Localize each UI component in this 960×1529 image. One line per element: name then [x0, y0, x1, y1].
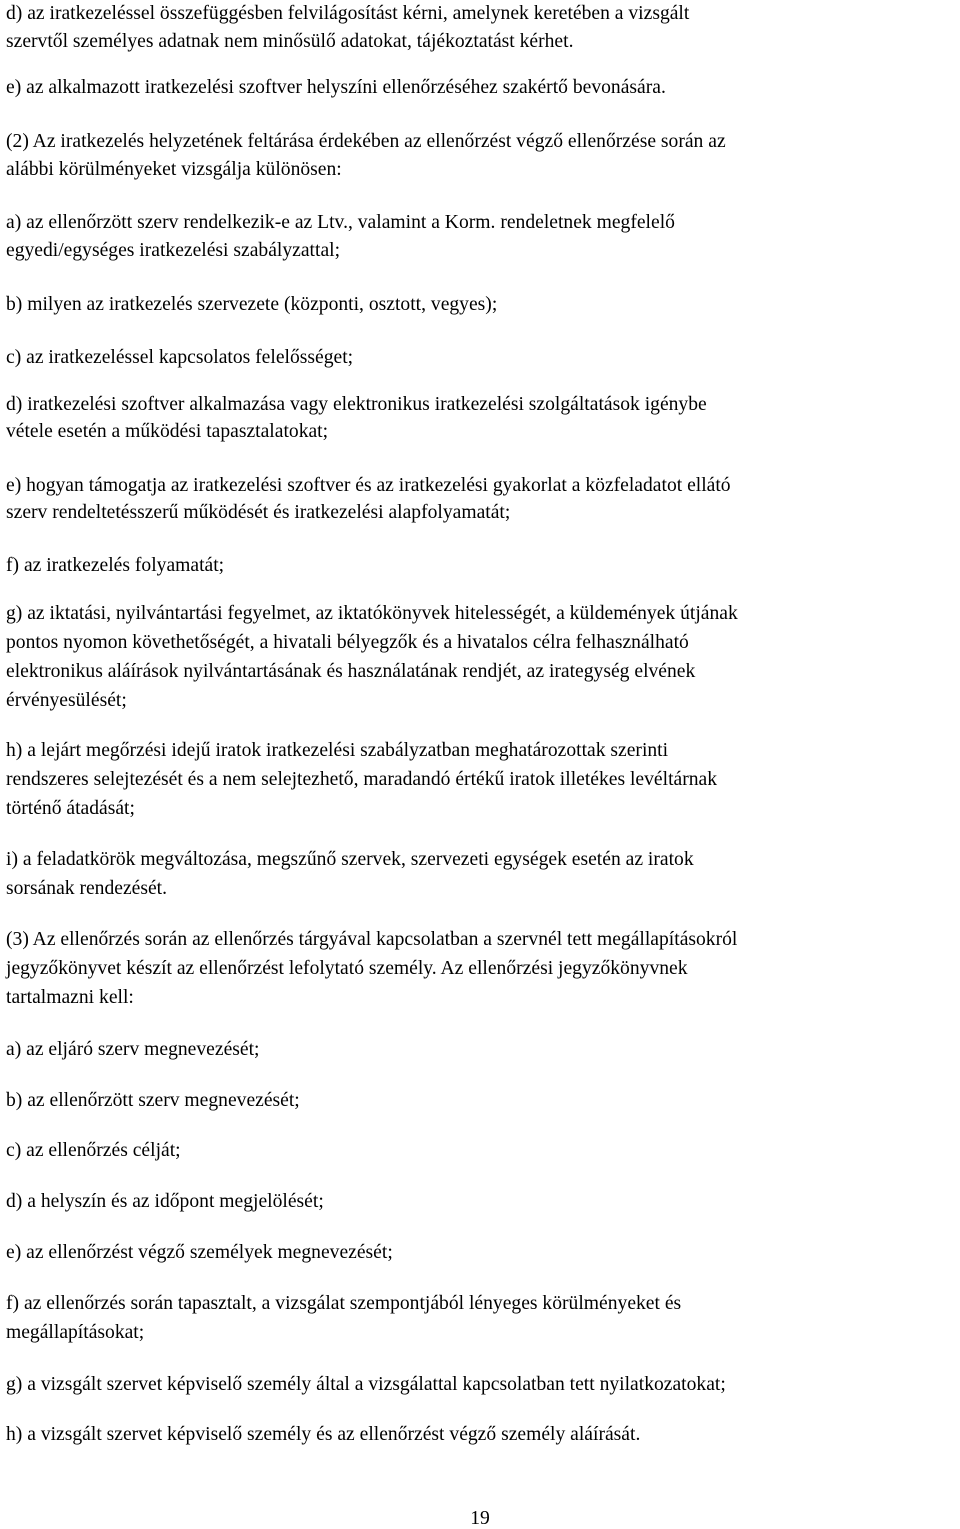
text-line: a) az eljáró szerv megnevezését;	[6, 1039, 260, 1060]
text-line: c) az ellenőrzés célját;	[6, 1140, 181, 1161]
text-line: h) a vizsgált szervet képviselő személy és az ellenőrzést végző személy aláírását.	[6, 1424, 641, 1445]
text-line: történő átadását;	[6, 798, 135, 819]
text-line: b) az ellenőrzött szerv megnevezését;	[6, 1090, 300, 1111]
text-line: f) az iratkezelés folyamatát;	[6, 555, 225, 576]
text-line: (3) Az ellenőrzés során az ellenőrzés tárgyával kapcsolatban a szervnél tett megállapításokról	[6, 929, 738, 950]
text-line: e) az alkalmazott iratkezelési szoftver helyszíni ellenőrzéséhez szakértő bevonására.	[6, 77, 666, 98]
text-line: i) a feladatkörök megváltozása, megszűnő szervek, szervezeti egységek esetén az iratok	[6, 849, 694, 870]
text-line: egyedi/egységes iratkezelési szabályzattal;	[6, 240, 341, 261]
text-line: a) az ellenőrzött szerv rendelkezik-e az Ltv., valamint a Korm. rendeletnek megfelelő	[6, 212, 675, 233]
text-line: érvényesülését;	[6, 690, 127, 711]
text-line: megállapításokat;	[6, 1322, 145, 1343]
text-line: c) az iratkezeléssel kapcsolatos felelősséget;	[6, 347, 354, 368]
text-line: sorsának rendezését.	[6, 878, 168, 899]
text-line: d) iratkezelési szoftver alkalmazása vagy elektronikus iratkezelési szolgáltatások igénybe	[6, 394, 707, 415]
text-line: f) az ellenőrzés során tapasztalt, a vizsgálat szempontjából lényeges körülményeket és	[6, 1293, 682, 1314]
text-line: (2) Az iratkezelés helyzetének feltárása érdekében az ellenőrzést végző ellenőrzése során az	[6, 131, 726, 152]
text-line: jegyzőkönyvet készít az ellenőrzést lefolytató személy. Az ellenőrzési jegyzőkönyvnek	[6, 958, 688, 979]
text-line: e) hogyan támogatja az iratkezelési szoftver és az iratkezelési gyakorlat a közfeladatot ellátó	[6, 475, 731, 496]
page-number: 19	[470, 1508, 490, 1529]
text-line: d) a helyszín és az időpont megjelölését;	[6, 1191, 324, 1212]
text-line: g) a vizsgált szervet képviselő személy által a vizsgálattal kapcsolatban tett nyilatkozatokat;	[6, 1374, 726, 1395]
text-line: e) az ellenőrzést végző személyek megnevezését;	[6, 1242, 393, 1263]
text-line: g) az iktatási, nyilvántartási fegyelmet, az iktatókönyvek hitelességét, a küldemények útjának	[6, 603, 738, 624]
text-line: vétele esetén a működési tapasztalatokat;	[6, 421, 329, 442]
text-line: szervtől személyes adatnak nem minősülő adatokat, tájékoztatást kérhet.	[6, 31, 574, 52]
text-line: rendszeres selejtezését és a nem selejtezhető, maradandó értékű iratok illetékes levéltárnak	[6, 769, 718, 790]
text-line: alábbi körülményeket vizsgálja különösen:	[6, 159, 342, 180]
text-line: elektronikus aláírások nyilvántartásának és használatának rendjét, az irategység elvének	[6, 661, 696, 682]
text-line: szerv rendeltetésszerű működését és iratkezelési alapfolyamatát;	[6, 502, 511, 523]
text-line: b) milyen az iratkezelés szervezete (központi, osztott, vegyes);	[6, 294, 498, 315]
text-line: pontos nyomon követhetőségét, a hivatali bélyegzők és a hivatalos célra felhasználható	[6, 632, 689, 653]
text-line: h) a lejárt megőrzési idejű iratok iratkezelési szabályzatban meghatározottak szerinti	[6, 740, 669, 761]
text-line: d) az iratkezeléssel összefüggésben felvilágosítást kérni, amelynek keretében a vizsgált	[6, 3, 690, 24]
text-line: tartalmazni kell:	[6, 987, 134, 1008]
